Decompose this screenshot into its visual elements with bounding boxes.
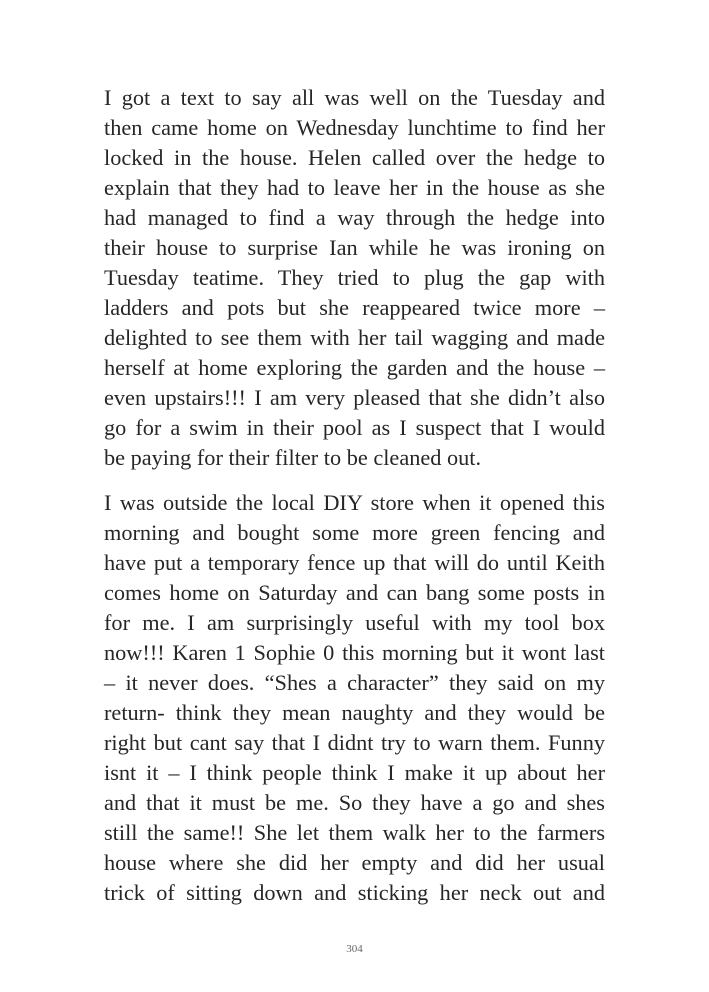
text-line: isnt it – I think people think I make it up about her (104, 760, 605, 785)
text-line: have put a temporary fence up that will do until Keith (104, 550, 605, 575)
text-line: Tuesday teatime. They tried to plug the gap with (104, 265, 605, 290)
text-line: I was outside the local DIY store when it opened this (104, 490, 605, 515)
page-body (104, 83, 605, 908)
text-line: right but cant say that I didnt try to warn them. Funny (104, 730, 605, 755)
paragraph (104, 83, 605, 473)
text-line: comes home on Saturday and can bang some posts in (104, 580, 605, 605)
text-line: their house to surprise Ian while he was ironing on (104, 235, 605, 260)
text-line: for me. I am surprisingly useful with my tool box (104, 610, 605, 635)
text-line: ladders and pots but she reappeared twice more – (104, 295, 605, 320)
text-line: go for a swim in their pool as I suspect that I would (104, 415, 605, 440)
paragraph (104, 488, 605, 908)
text-line: delighted to see them with her tail wagging and made (104, 325, 605, 350)
text-line: morning and bought some more green fencing and (104, 520, 605, 545)
text-line: even upstairs!!! I am very pleased that she didn’t also (104, 385, 605, 410)
text-line: still the same!! She let them walk her to the farmers (104, 820, 605, 845)
text-line: now!!! Karen 1 Sophie 0 this morning but it wont last (104, 640, 605, 665)
text-line: then came home on Wednesday lunchtime to find her (104, 115, 605, 140)
text-line: trick of sitting down and sticking her neck out and (104, 880, 605, 905)
text-line: had managed to find a way through the hedge into (104, 205, 605, 230)
text-line: return- think they mean naughty and they would be (104, 700, 605, 725)
text-line: herself at home exploring the garden and the house – (104, 355, 605, 380)
text-line: I got a text to say all was well on the Tuesday and (104, 85, 605, 110)
page-number: 304 (346, 943, 363, 955)
text-line: explain that they had to leave her in the house as she (104, 175, 605, 200)
text-line: house where she did her empty and did her usual (104, 850, 605, 875)
text-line: locked in the house. Helen called over the hedge to (104, 145, 605, 170)
text-line: – it never does. “Shes a character” they said on my (104, 670, 605, 695)
text-line: and that it must be me. So they have a go and shes (104, 790, 605, 815)
text-line: be paying for their filter to be cleaned out. (104, 445, 482, 470)
